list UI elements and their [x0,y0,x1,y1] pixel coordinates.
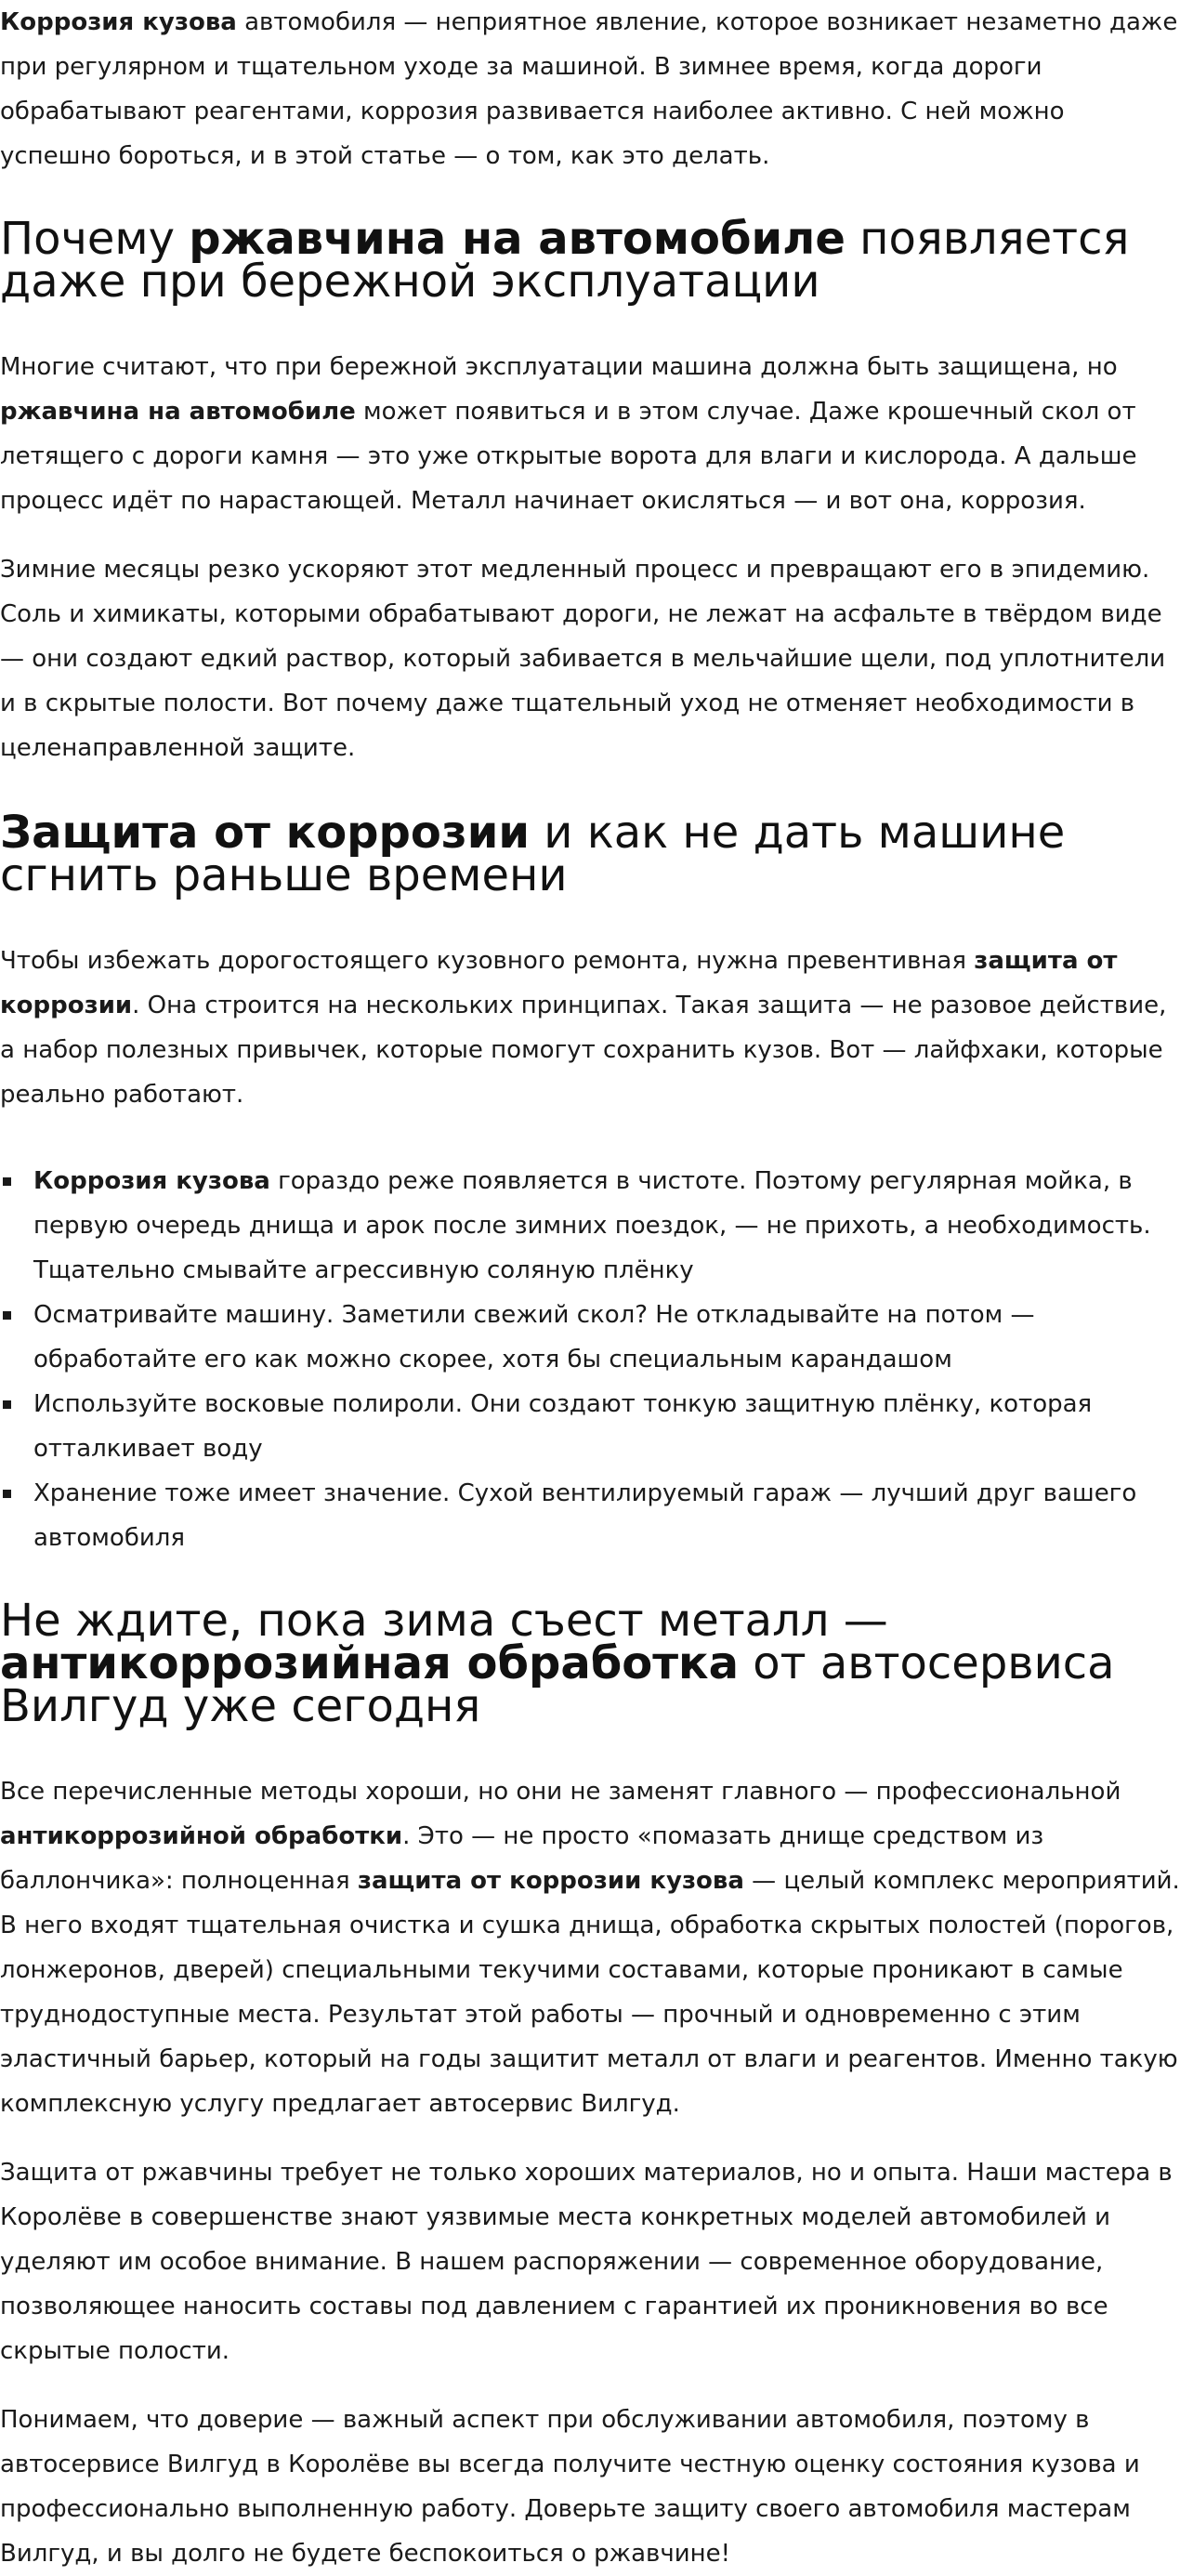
section3-p1-part-e: — целый комплекс мероприятий. В него входят тщательная очистка и сушка днища, обработка скрытых полостей (порогов, лонжеронов, дверей) специальными текучими составами, которые проникают в самые труднодоступные места. Результат этой работы — прочный и одновременно с этим эластичный барьер, который на годы защитит металл от влаги и реагентов. Именно такую комплексную услугу предлагает автосервис Вилгуд. [0,1867,1180,2118]
section3-heading-post: от автосервиса Вилгуд уже сегодня [0,1637,1115,1732]
section1-heading-bold: ржавчина на автомобиле [189,213,846,265]
list-item-text: Используйте восковые полироли. Они создают тонкую защитную плёнку, которая отталкивает воду [33,1390,1093,1463]
section3-p1-bold-service: антикоррозийной обработки [0,1822,403,1850]
bullet-icon [3,1177,11,1186]
list-item [0,1159,1180,1293]
bullet-icon [3,1311,11,1320]
intro-bold-term: Коррозия кузова [0,8,237,36]
section3-p1-part-c: . Это — не просто «помазать днище средством из баллончика»: полноценная [0,1822,1044,1895]
section3-paragraph-2: Защита от ржавчины требует не только хороших материалов, но и опыта. Наши мастера в Королёве в совершенстве знают уязвимые места конкретных моделей автомобилей и уделяют им особое внимание. В нашем распоряжении — современное оборудование, позволяющее наносить составы под давлением с гарантией их проникновения во все скрытые полости. [0,2159,1173,2365]
intro-text: автомобиля — неприятное явление, которое возникает незаметно даже при регулярном и тщательном уходе за машиной. В зимнее время, когда дороги обрабатывают реагентами, коррозия развивается наиболее активно. С ней можно успешно бороться, и в этой статье — о том, как это делать. [0,8,1178,170]
section1-paragraph-1 [0,345,1180,523]
section1-heading-pre: Почему [0,213,190,265]
bullet-icon [3,1490,11,1498]
section1-p1-post: может появиться и в этом случае. Даже крошечный скол от летящего с дороги камня — это уже открытые ворота для влаги и кислорода. А дальше процесс идёт по нарастающей. Металл начинает окисляться — и вот она, коррозия. [0,398,1137,515]
section2-heading-post: и как не дать машине сгнить раньше времени [0,807,1066,901]
section1-p1-bold: ржавчина на автомобиле [0,398,356,426]
section1-heading [0,213,1180,308]
list-item [0,1471,1180,1560]
section2-heading [0,807,1180,901]
list-item-text: Осматривайте машину. Заметили свежий скол? Не откладывайте на потом — обработайте его как можно скорее, хотя бы специальным карандашом [33,1301,1035,1373]
section2-p1-post: . Она строится на нескольких принципах. Такая защита — не разовое действие, а набор полезных привычек, которые помогут сохранить кузов. Вот — лайфхаки, которые реально работают. [0,992,1167,1109]
list-item-text: гораздо реже появляется в чистоте. Поэтому регулярная мойка, в первую очередь днища и арок после зимних поездок, — не прихоть, а необходимость. Тщательно смывайте агрессивную соляную плёнку [33,1167,1151,1284]
section2-p1-pre: Чтобы избежать дорогостоящего кузовного ремонта, нужна превентивная [0,947,975,975]
list-item-text: Хранение тоже имеет значение. Сухой вентилируемый гараж — лучший друг вашего автомобиля [33,1479,1137,1552]
section3-p1-part-a: Все перечисленные методы хороши, но они не заменят главного — профессиональной [0,1778,1121,1806]
list-item [0,1293,1180,1382]
list-item [0,1382,1180,1471]
section2-paragraph-1 [0,939,1180,1117]
section2-heading-bold: Защита от коррозии [0,807,531,859]
section2-p1-bold: защита от коррозии [0,947,1118,1019]
section3-p1-bold-protection: защита от коррозии кузова [357,1867,744,1895]
list-item-bold: Коррозия кузова [33,1167,270,1195]
section3-paragraph-3: Понимаем, что доверие — важный аспект при обслуживании автомобиля, поэтому в автосервисе Вилгуд в Королёве вы всегда получите честную оценку состояния кузова и профессионально выполненную работу. Доверьте защиту своего автомобиля мастерам Вилгуд, и вы долго не будете беспокоиться о ржавчине! [0,2406,1140,2568]
section3-heading [0,1595,1180,1732]
section1-paragraph-2: Зимние месяцы резко ускоряют этот медленный процесс и превращают его в эпидемию. Соль и химикаты, которыми обрабатывают дороги, не лежат на асфальте в твёрдом виде — они создают едкий раствор, который забивается в мельчайшие щели, под уплотнители и в скрытые полости. Вот почему даже тщательный уход не отменяет необходимости в целенаправленной защите. [0,556,1166,762]
bullet-icon [3,1400,11,1409]
section3-heading-bold: антикоррозийная обработка [0,1637,740,1689]
intro-paragraph [0,0,1180,178]
tips-list [0,1159,1180,1560]
section1-p1-pre: Многие считают, что при бережной эксплуатации машина должна быть защищена, но [0,353,1118,381]
section1-heading-post: появляется даже при бережной эксплуатации [0,213,1130,308]
section3-paragraph-1 [0,1769,1180,2126]
section3-heading-pre: Не ждите, пока зима съест металл — [0,1595,888,1647]
